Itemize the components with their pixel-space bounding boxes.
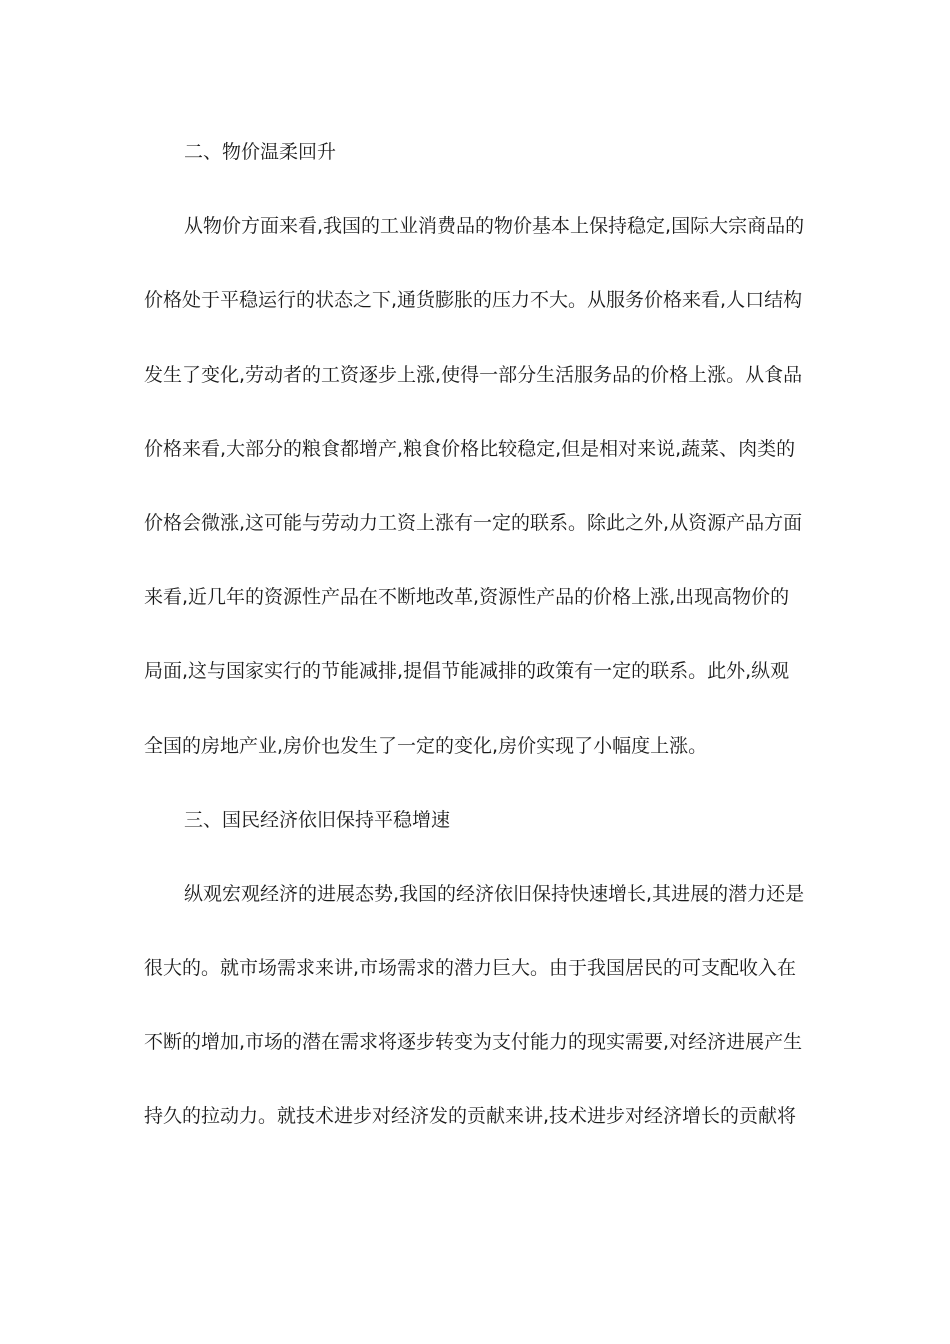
section-heading-prices: 二、物价温柔回升: [184, 141, 337, 163]
paragraph-line: 价格处于平稳运行的状态之下,通货膨胀的压力不大。从服务价格来看,人口结构: [144, 289, 803, 312]
paragraph-line: 价格来看,大部分的粮食都增产,粮食价格比较稳定,但是相对来说,蔬菜、肉类的: [144, 437, 796, 460]
paragraph-line: 价格会微涨,这可能与劳动力工资上涨有一定的联系。除此之外,从资源产品方面: [144, 511, 803, 534]
paragraph-line: 发生了变化,劳动者的工资逐步上涨,使得一部分生活服务品的价格上涨。从食品: [144, 363, 803, 386]
paragraph-line: 纵观宏观经济的进展态势,我国的经济依旧保持快速增长,其进展的潜力还是: [184, 882, 805, 905]
document-page: [144, 132, 812, 1171]
paragraph-line: 来看,近几年的资源性产品在不断地改革,资源性产品的价格上涨,出现高物价的: [144, 586, 790, 609]
paragraph-line: 局面,这与国家实行的节能减排,提倡节能减排的政策有一定的联系。此外,纵观: [144, 660, 790, 683]
paragraph-line: 很大的。就市场需求来讲,市场需求的潜力巨大。由于我国居民的可支配收入在: [144, 957, 797, 980]
section-heading-economy: 三、国民经济依旧保持平稳增速: [184, 808, 451, 831]
paragraph-line: 持久的拉动力。就技术进步对经济发的贡献来讲,技术进步对经济增长的贡献将: [144, 1105, 797, 1128]
paragraph-line: 不断的增加,市场的潜在需求将逐步转变为支付能力的现实需要,对经济进展产生: [144, 1031, 803, 1054]
paragraph-line: 全国的房地产业,房价也发生了一定的变化,房价实现了小幅度上涨。: [144, 734, 708, 757]
paragraph-line: 从物价方面来看,我国的工业消费品的物价基本上保持稳定,国际大宗商品的: [184, 215, 805, 238]
